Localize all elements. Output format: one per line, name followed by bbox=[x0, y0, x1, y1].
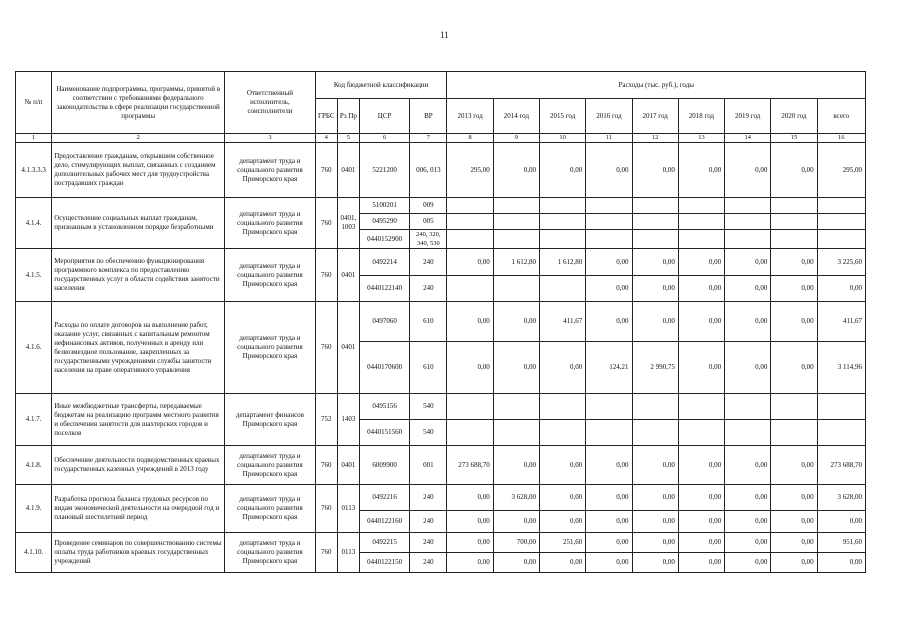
row-grbs: 760 bbox=[315, 249, 337, 302]
row-name: Разработка прогноза баланса трудовых ресурсов по видам экономической деятельности на очередной год и плановый шестилетний период bbox=[52, 485, 225, 533]
row-grbs: 760 bbox=[315, 485, 337, 533]
column-number: 9 bbox=[493, 134, 539, 143]
header-total: всего bbox=[817, 99, 865, 134]
page-number: 11 bbox=[440, 30, 449, 40]
header-vr: ВР bbox=[410, 99, 447, 134]
empty-cell bbox=[771, 420, 817, 446]
year-value: 0,00 bbox=[586, 533, 632, 553]
year-value: 0,00 bbox=[725, 485, 771, 511]
empty-cell bbox=[540, 214, 586, 230]
total-value: 3 628,00 bbox=[817, 485, 865, 511]
year-value: 0,00 bbox=[771, 249, 817, 276]
year-value: 0,00 bbox=[447, 249, 493, 276]
row-vr: 240, 320, 340, 530 bbox=[410, 230, 447, 249]
column-number: 11 bbox=[586, 134, 632, 143]
year-value: 0,00 bbox=[540, 485, 586, 511]
row-name: Проведение семинаров по совершенствованию системы оплаты труда работников краевых государственных учреждений bbox=[52, 533, 225, 573]
empty-cell bbox=[725, 420, 771, 446]
row-num: 4.1.9. bbox=[16, 485, 52, 533]
year-value: 411,67 bbox=[540, 302, 586, 342]
year-value: 0,00 bbox=[632, 533, 678, 553]
year-value: 0,00 bbox=[632, 249, 678, 276]
column-number: 13 bbox=[678, 134, 724, 143]
row-csr: 0440122140 bbox=[359, 276, 409, 302]
row-num: 4.1.6. bbox=[16, 302, 52, 394]
year-value: 0,00 bbox=[447, 485, 493, 511]
empty-cell bbox=[586, 420, 632, 446]
row-vr: 001 bbox=[410, 446, 447, 485]
year-value: 0,00 bbox=[725, 276, 771, 302]
column-number: 7 bbox=[410, 134, 447, 143]
year-value: 0,00 bbox=[771, 302, 817, 342]
year-value: 0,00 bbox=[771, 511, 817, 533]
empty-cell bbox=[632, 214, 678, 230]
total-value: 951,60 bbox=[817, 533, 865, 553]
row-responsible: департамент труда и социального развития Приморского края bbox=[225, 249, 316, 302]
header-2014: 2014 год bbox=[493, 99, 539, 134]
year-value: 0,00 bbox=[632, 511, 678, 533]
row-name: Мероприятия по обеспечению функционирования программного комплекса по предоставлению государственных услуг в области содействия занятости населения bbox=[52, 249, 225, 302]
row-num: 4.1.8. bbox=[16, 446, 52, 485]
empty-cell bbox=[817, 394, 865, 420]
year-value: 0,00 bbox=[725, 553, 771, 573]
row-responsible: департамент труда и социального развития Приморского края bbox=[225, 302, 316, 394]
header-2019: 2019 год bbox=[725, 99, 771, 134]
row-csr: 0495156 bbox=[359, 394, 409, 420]
year-value: 273 688,70 bbox=[447, 446, 493, 485]
year-value: 1 612,80 bbox=[493, 249, 539, 276]
empty-cell bbox=[447, 198, 493, 214]
row-csr: 0440152900 bbox=[359, 230, 409, 249]
empty-cell bbox=[493, 420, 539, 446]
header-grbs: ГРБС bbox=[315, 99, 337, 134]
column-number: 8 bbox=[447, 134, 493, 143]
row-rzpr: 0401 bbox=[337, 446, 359, 485]
year-value: 0,00 bbox=[678, 511, 724, 533]
year-value: 0,00 bbox=[447, 553, 493, 573]
year-value: 0,00 bbox=[725, 446, 771, 485]
row-vr: 240 bbox=[410, 249, 447, 276]
year-value: 0,00 bbox=[540, 143, 586, 198]
row-name: Осуществление социальных выплат гражданам, признанным в установленном порядке безработными bbox=[52, 198, 225, 249]
table-row bbox=[16, 485, 866, 511]
year-value: 0,00 bbox=[586, 485, 632, 511]
empty-cell bbox=[771, 230, 817, 249]
row-csr: 0495290 bbox=[359, 214, 409, 230]
empty-cell bbox=[678, 394, 724, 420]
table-row bbox=[16, 302, 866, 342]
year-value: 0,00 bbox=[771, 533, 817, 553]
empty-cell bbox=[540, 198, 586, 214]
row-vr: 540 bbox=[410, 420, 447, 446]
year-value: 0,00 bbox=[771, 446, 817, 485]
row-name: Предоставление гражданам, открывшим собственное дело, стимулирующих выплат, связанных с созданием дополнительных рабочих мест для трудоустройства пострадавших граждан bbox=[52, 143, 225, 198]
row-grbs: 760 bbox=[315, 198, 337, 249]
year-value: 0,00 bbox=[586, 249, 632, 276]
header-name: Наименование подпрограммы, программы, принятой в соответствии с требованиями федерального законодательства в сфере реализации государственной программы bbox=[52, 72, 225, 134]
row-csr: 0440151560 bbox=[359, 420, 409, 446]
total-value: 295,00 bbox=[817, 143, 865, 198]
year-value: 0,00 bbox=[586, 143, 632, 198]
row-vr: 005 bbox=[410, 214, 447, 230]
header-csr: ЦСР bbox=[359, 99, 409, 134]
table-row bbox=[16, 394, 866, 420]
year-value: 0,00 bbox=[493, 553, 539, 573]
empty-cell bbox=[678, 214, 724, 230]
year-value: 0,00 bbox=[586, 446, 632, 485]
year-value: 0,00 bbox=[493, 302, 539, 342]
total-value: 0,00 bbox=[817, 276, 865, 302]
empty-cell bbox=[725, 198, 771, 214]
empty-cell bbox=[725, 230, 771, 249]
year-value: 0,00 bbox=[586, 511, 632, 533]
empty-cell bbox=[632, 394, 678, 420]
empty-cell bbox=[725, 394, 771, 420]
year-value: 2 990,75 bbox=[632, 342, 678, 394]
empty-cell bbox=[586, 198, 632, 214]
row-vr: 240 bbox=[410, 276, 447, 302]
row-grbs: 760 bbox=[315, 533, 337, 573]
year-value: 0,00 bbox=[632, 446, 678, 485]
row-csr: 6009900 bbox=[359, 446, 409, 485]
column-number: 5 bbox=[337, 134, 359, 143]
column-number: 2 bbox=[52, 134, 225, 143]
year-value: 0,00 bbox=[678, 249, 724, 276]
empty-cell bbox=[817, 420, 865, 446]
row-csr: 0440122150 bbox=[359, 553, 409, 573]
row-num: 4.1.7. bbox=[16, 394, 52, 446]
year-value: 0,00 bbox=[678, 446, 724, 485]
empty-cell bbox=[586, 394, 632, 420]
year-value: 0,00 bbox=[725, 342, 771, 394]
row-responsible: департамент труда и социального развития Приморского края bbox=[225, 446, 316, 485]
empty-cell bbox=[678, 420, 724, 446]
header-2018: 2018 год bbox=[678, 99, 724, 134]
year-value: 1 612,80 bbox=[540, 249, 586, 276]
year-value: 0,00 bbox=[771, 553, 817, 573]
year-value: 0,00 bbox=[678, 533, 724, 553]
year-value: 0,00 bbox=[540, 553, 586, 573]
empty-cell bbox=[447, 420, 493, 446]
year-value: 0,00 bbox=[447, 511, 493, 533]
table-row bbox=[16, 249, 866, 276]
row-csr: 0497060 bbox=[359, 302, 409, 342]
year-value: 0,00 bbox=[586, 276, 632, 302]
year-value: 0,00 bbox=[447, 533, 493, 553]
row-vr: 610 bbox=[410, 302, 447, 342]
year-value: 0,00 bbox=[725, 143, 771, 198]
header-2016: 2016 год bbox=[586, 99, 632, 134]
row-num: 4.1.4. bbox=[16, 198, 52, 249]
year-value: 0,00 bbox=[725, 511, 771, 533]
empty-cell bbox=[493, 198, 539, 214]
year-value: 3 628,00 bbox=[493, 485, 539, 511]
empty-cell bbox=[447, 394, 493, 420]
empty-cell bbox=[586, 214, 632, 230]
year-value: 700,00 bbox=[493, 533, 539, 553]
year-value: 0,00 bbox=[632, 143, 678, 198]
empty-cell bbox=[817, 214, 865, 230]
year-value: 0,00 bbox=[447, 302, 493, 342]
column-number: 3 bbox=[225, 134, 316, 143]
year-value: 0,00 bbox=[632, 302, 678, 342]
row-responsible: департамент труда и социального развития Приморского края bbox=[225, 143, 316, 198]
year-value: 0,00 bbox=[632, 553, 678, 573]
row-grbs: 760 bbox=[315, 143, 337, 198]
row-vr: 240 bbox=[410, 553, 447, 573]
row-num: 4.1.3.3.3 bbox=[16, 143, 52, 198]
year-value: 0,00 bbox=[586, 302, 632, 342]
row-csr: 0492214 bbox=[359, 249, 409, 276]
empty-cell bbox=[632, 230, 678, 249]
row-csr: 0440170600 bbox=[359, 342, 409, 394]
row-name: Расходы по оплате договоров на выполнение работ, оказание услуг, связанных с капитальным ремонтом нефинансовых активов, полученных в аренду или безвозмездное пользование, закрепленных за государственными учреждениями службы занятости населения на праве оперативного управления bbox=[52, 302, 225, 394]
column-number: 16 bbox=[817, 134, 865, 143]
table-row bbox=[16, 446, 866, 485]
empty-cell bbox=[771, 198, 817, 214]
year-value bbox=[447, 276, 493, 302]
row-csr: 5221200 bbox=[359, 143, 409, 198]
year-value: 0,00 bbox=[725, 249, 771, 276]
empty-cell bbox=[447, 230, 493, 249]
row-vr: 240 bbox=[410, 533, 447, 553]
column-number-row bbox=[16, 134, 866, 143]
year-value: 0,00 bbox=[678, 485, 724, 511]
row-rzpr: 0401 bbox=[337, 249, 359, 302]
empty-cell bbox=[632, 420, 678, 446]
row-name: Обеспечение деятельности подведомственных краевых государственных казенных учреждений в 2013 году bbox=[52, 446, 225, 485]
year-value: 0,00 bbox=[678, 302, 724, 342]
year-value: 0,00 bbox=[771, 342, 817, 394]
row-responsible: департамент финансов Приморского края bbox=[225, 394, 316, 446]
empty-cell bbox=[632, 198, 678, 214]
year-value: 0,00 bbox=[540, 446, 586, 485]
header-2013: 2013 год bbox=[447, 99, 493, 134]
row-csr: 0440122160 bbox=[359, 511, 409, 533]
row-responsible: департамент труда и социального развития Приморского края bbox=[225, 198, 316, 249]
row-vr: 540 bbox=[410, 394, 447, 420]
total-value: 0,00 bbox=[817, 511, 865, 533]
table-row bbox=[16, 143, 866, 198]
header-2020: 2020 год bbox=[771, 99, 817, 134]
empty-cell bbox=[493, 394, 539, 420]
year-value: 0,00 bbox=[493, 446, 539, 485]
year-value: 0,00 bbox=[540, 342, 586, 394]
row-responsible: департамент труда и социального развития Приморского края bbox=[225, 485, 316, 533]
empty-cell bbox=[678, 198, 724, 214]
empty-cell bbox=[540, 420, 586, 446]
expenses-table bbox=[15, 71, 866, 573]
row-name: Иные межбюджетные трансферты, передаваемые бюджетам на реализацию программ местного развития и обеспечения занятости для шахтерских городов и поселков bbox=[52, 394, 225, 446]
row-vr: 240 bbox=[410, 485, 447, 511]
empty-cell bbox=[447, 214, 493, 230]
empty-cell bbox=[771, 214, 817, 230]
empty-cell bbox=[725, 214, 771, 230]
row-vr: 610 bbox=[410, 342, 447, 394]
year-value: 124,21 bbox=[586, 342, 632, 394]
year-value: 0,00 bbox=[632, 485, 678, 511]
year-value: 0,00 bbox=[493, 143, 539, 198]
year-value: 0,00 bbox=[771, 276, 817, 302]
table-row bbox=[16, 198, 866, 214]
row-rzpr: 0401 bbox=[337, 143, 359, 198]
empty-cell bbox=[817, 198, 865, 214]
total-value: 0,00 bbox=[817, 553, 865, 573]
row-vr: 009 bbox=[410, 198, 447, 214]
year-value bbox=[540, 276, 586, 302]
header-rzpr: Рз Пр bbox=[337, 99, 359, 134]
row-rzpr: 0113 bbox=[337, 485, 359, 533]
row-csr: 0492216 bbox=[359, 485, 409, 511]
year-value: 0,00 bbox=[632, 276, 678, 302]
row-num: 4.1.10. bbox=[16, 533, 52, 573]
year-value: 0,00 bbox=[771, 485, 817, 511]
header-expenses: Расходы (тыс. руб.), годы bbox=[447, 72, 866, 99]
empty-cell bbox=[678, 230, 724, 249]
column-number: 4 bbox=[315, 134, 337, 143]
empty-cell bbox=[817, 230, 865, 249]
header-responsible: Ответственный исполнитель, соисполнители bbox=[225, 72, 316, 134]
year-value: 0,00 bbox=[725, 302, 771, 342]
column-number: 10 bbox=[540, 134, 586, 143]
row-num: 4.1.5. bbox=[16, 249, 52, 302]
row-csr: 0492215 bbox=[359, 533, 409, 553]
total-value: 3 225,60 bbox=[817, 249, 865, 276]
header-2015: 2015 год bbox=[540, 99, 586, 134]
column-number: 6 bbox=[359, 134, 409, 143]
header-num: № п/п bbox=[16, 72, 52, 134]
year-value: 0,00 bbox=[771, 143, 817, 198]
empty-cell bbox=[493, 230, 539, 249]
header-2017: 2017 год bbox=[632, 99, 678, 134]
year-value: 0,00 bbox=[678, 143, 724, 198]
year-value: 0,00 bbox=[493, 342, 539, 394]
row-rzpr: 0113 bbox=[337, 533, 359, 573]
total-value: 411,67 bbox=[817, 302, 865, 342]
row-csr: 5100201 bbox=[359, 198, 409, 214]
column-number: 15 bbox=[771, 134, 817, 143]
total-value: 3 114,96 bbox=[817, 342, 865, 394]
year-value: 0,00 bbox=[678, 342, 724, 394]
year-value bbox=[493, 276, 539, 302]
year-value: 295,00 bbox=[447, 143, 493, 198]
year-value: 0,00 bbox=[586, 553, 632, 573]
header-budget-code: Код бюджетной классификации bbox=[315, 72, 447, 99]
column-number: 12 bbox=[632, 134, 678, 143]
empty-cell bbox=[586, 230, 632, 249]
row-grbs: 752 bbox=[315, 394, 337, 446]
row-rzpr: 1403 bbox=[337, 394, 359, 446]
column-number: 14 bbox=[725, 134, 771, 143]
total-value: 273 688,70 bbox=[817, 446, 865, 485]
row-responsible: департамент труда и социального развития Приморского края bbox=[225, 533, 316, 573]
year-value: 0,00 bbox=[540, 511, 586, 533]
row-vr: 240 bbox=[410, 511, 447, 533]
year-value: 0,00 bbox=[447, 342, 493, 394]
year-value: 0,00 bbox=[678, 553, 724, 573]
year-value: 0,00 bbox=[725, 533, 771, 553]
empty-cell bbox=[540, 394, 586, 420]
year-value: 251,60 bbox=[540, 533, 586, 553]
row-grbs: 760 bbox=[315, 302, 337, 394]
row-rzpr: 0401 bbox=[337, 302, 359, 394]
table-row bbox=[16, 533, 866, 553]
empty-cell bbox=[540, 230, 586, 249]
row-rzpr: 0401, 1003 bbox=[337, 198, 359, 249]
year-value: 0,00 bbox=[678, 276, 724, 302]
row-vr: 006, 013 bbox=[410, 143, 447, 198]
year-value: 0,00 bbox=[493, 511, 539, 533]
empty-cell bbox=[771, 394, 817, 420]
row-grbs: 760 bbox=[315, 446, 337, 485]
column-number: 1 bbox=[16, 134, 52, 143]
empty-cell bbox=[493, 214, 539, 230]
